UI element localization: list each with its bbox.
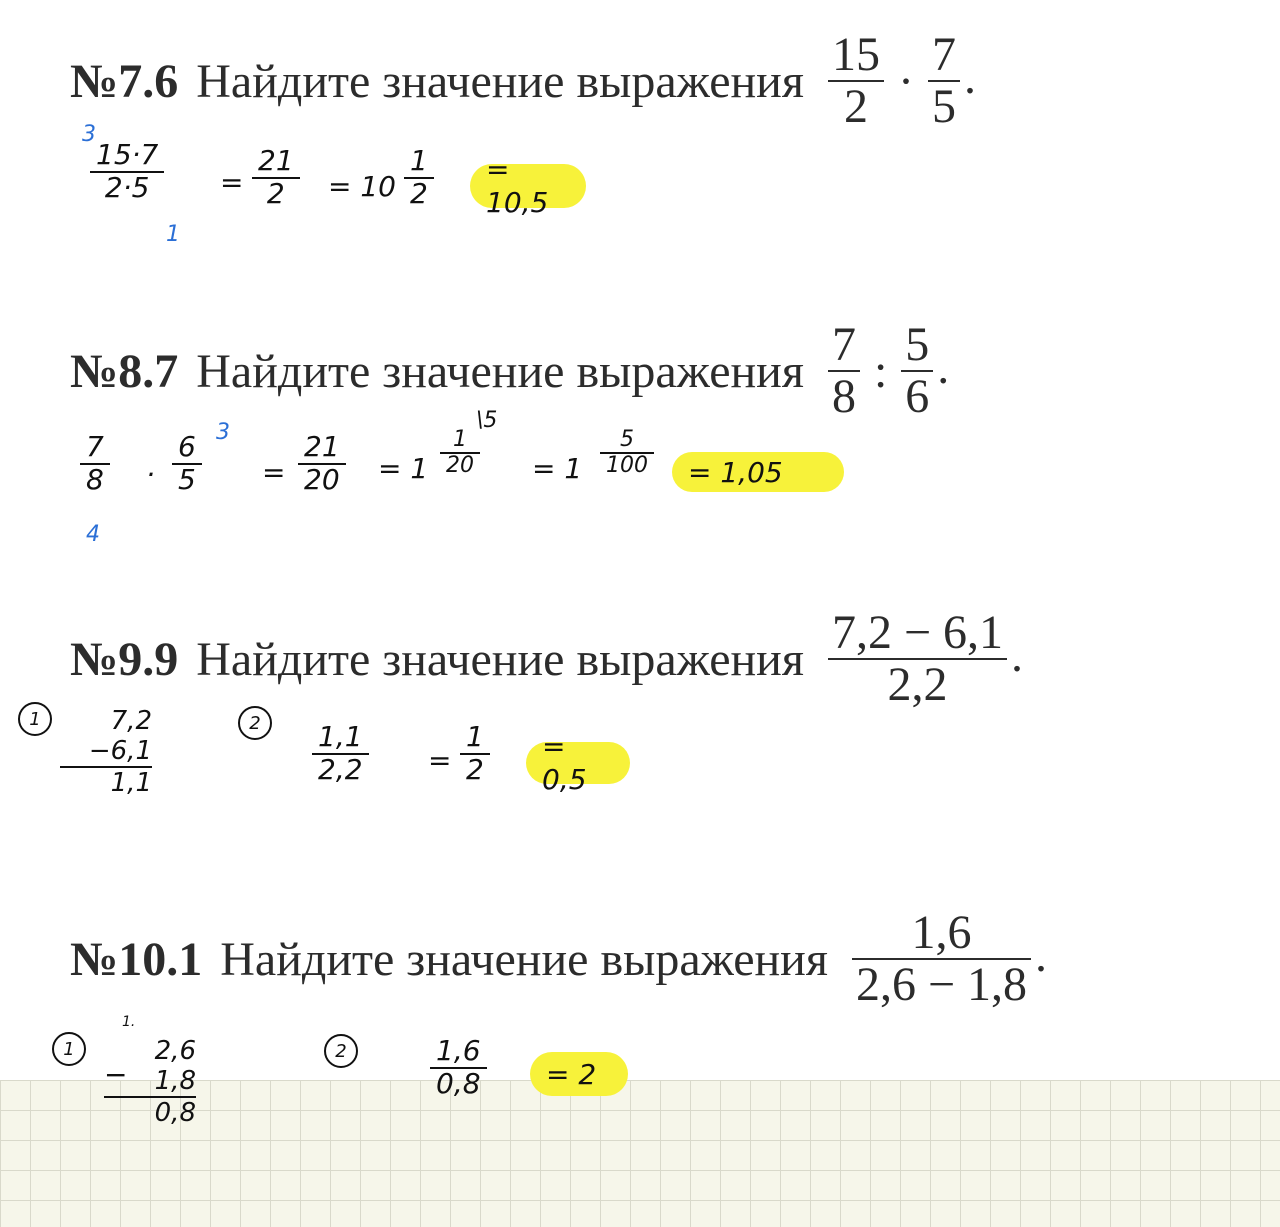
multiplier-note: \5: [476, 408, 498, 433]
step-marker: 1: [52, 1032, 86, 1066]
fraction-denominator: 6: [905, 370, 930, 424]
numerator: 7: [86, 430, 104, 463]
problem-7-6-statement: [70, 30, 976, 133]
fraction-denominator: 2,2: [887, 658, 948, 712]
denominator: 5: [178, 462, 196, 496]
fraction-denominator: 2,6 − 1,8: [855, 958, 1028, 1012]
multiply-dot: ·: [146, 458, 155, 491]
denominator: 20: [446, 453, 474, 479]
problem-number: №10.1: [70, 932, 203, 986]
numerator: 21: [258, 144, 294, 177]
problem-text: Найдите значение выражения: [196, 54, 804, 108]
numerator: 21: [304, 430, 340, 463]
cancel-note: 1: [166, 222, 180, 247]
subtrahend: −6,1: [88, 736, 152, 766]
denominator: 2: [466, 752, 484, 786]
step-marker: 2: [238, 706, 272, 740]
fraction-numerator: 7: [931, 28, 956, 81]
handwritten-fraction: [298, 432, 346, 496]
handwritten-fraction: [90, 140, 164, 204]
work-10-1-f1: [430, 1036, 487, 1100]
problem-text: Найдите значение выражения: [196, 632, 804, 686]
equals-sign: =: [262, 456, 286, 489]
cancel-note: 4: [86, 522, 100, 547]
handwritten-fraction: [80, 432, 110, 496]
mixed-whole: = 1: [378, 452, 429, 485]
work-9-9-f1: [312, 722, 369, 786]
answer-highlight: = 10,5: [470, 164, 586, 208]
cancel-note: 3: [216, 420, 230, 445]
handwritten-fraction: [252, 146, 300, 210]
period: .: [1035, 928, 1048, 982]
fraction-denominator: 2: [843, 80, 868, 134]
fraction-numerator: 1,6: [911, 906, 972, 959]
mixed-whole: = 1: [532, 452, 583, 485]
carry-note: 1.: [122, 1014, 136, 1030]
step-marker: 2: [324, 1034, 358, 1068]
problem-number: №9.9: [70, 632, 179, 686]
fraction-denominator: 8: [831, 370, 856, 424]
answer-highlight: = 1,05: [672, 452, 844, 492]
denominator: 100: [606, 453, 648, 479]
numerator: 1: [410, 144, 428, 177]
denominator: 0,8: [436, 1066, 481, 1100]
period: .: [937, 340, 950, 394]
numerator: 5: [620, 427, 634, 452]
expr-fraction-a: [828, 30, 884, 133]
fraction-numerator: 7,2 − 6,1: [831, 606, 1004, 659]
denominator: 8: [86, 462, 104, 496]
cancel-note: 3: [82, 122, 96, 147]
work-8-7-s4: [600, 428, 654, 478]
work-9-9-f2: [460, 722, 490, 786]
problem-8-7-statement: [70, 320, 949, 423]
handwritten-fraction: [440, 428, 480, 478]
problem-number: №8.7: [70, 344, 179, 398]
denominator: 2: [410, 176, 428, 210]
handwritten-fraction: [600, 428, 654, 478]
column-subtraction: [60, 706, 152, 798]
period: .: [963, 50, 976, 104]
fraction-denominator: 5: [931, 80, 956, 134]
equals-sign: =: [220, 166, 244, 199]
denominator: 2,2: [318, 752, 363, 786]
expr-fraction-b: [901, 320, 933, 423]
equals-sign: =: [428, 744, 452, 777]
denominator: 2: [266, 176, 285, 210]
numerator: 1: [466, 720, 484, 753]
answer-highlight: = 0,5: [526, 742, 630, 784]
problem-number: №7.6: [70, 54, 179, 108]
step-marker: 1: [18, 702, 52, 736]
numerator: 1,6: [436, 1034, 481, 1067]
denominator: 2·5: [104, 170, 150, 204]
problem-10-1-statement: [70, 908, 1047, 1011]
minuend: 2,6: [154, 1036, 196, 1066]
difference: 1,1: [60, 766, 152, 798]
operator: ·: [897, 54, 914, 108]
expr-fraction-a: [828, 320, 860, 423]
handwritten-fraction: [460, 722, 490, 786]
numerator: 6: [178, 430, 196, 463]
fraction-numerator: 15: [831, 28, 880, 81]
work-8-7-f2: [172, 432, 202, 496]
handwritten-fraction: [312, 722, 369, 786]
work-8-7-f1: [80, 432, 110, 496]
problem-9-9-statement: [70, 608, 1023, 711]
handwritten-fraction: [430, 1036, 487, 1100]
expr-fraction: [828, 608, 1007, 711]
work-7-6: [90, 140, 164, 204]
work-7-6-step2: [252, 146, 300, 210]
numerator: 1,1: [318, 720, 363, 753]
work-8-7-s3: [440, 428, 480, 478]
fraction-numerator: 7: [831, 318, 856, 371]
handwritten-fraction: [172, 432, 202, 496]
operator: :: [873, 344, 888, 398]
period: .: [1011, 628, 1024, 682]
answer-highlight: = 2: [530, 1052, 628, 1096]
expr-fraction: [852, 908, 1031, 1011]
minuend: 7,2: [110, 706, 152, 736]
work-8-7-s2: [298, 432, 346, 496]
work-7-6-step3: [404, 146, 434, 210]
expr-fraction-b: [928, 30, 960, 133]
difference: 0,8: [104, 1096, 196, 1128]
denominator: 20: [304, 462, 340, 496]
problem-text: Найдите значение выражения: [196, 344, 804, 398]
subtrahend: 1,8: [154, 1066, 196, 1096]
numerator: 1: [453, 427, 467, 452]
mixed-whole: = 10: [328, 170, 396, 203]
numerator: 15·7: [96, 138, 159, 171]
fraction-numerator: 5: [905, 318, 930, 371]
problem-text: Найдите значение выражения: [220, 932, 828, 986]
minus-sign: −: [104, 1058, 128, 1091]
handwritten-fraction: [404, 146, 434, 210]
